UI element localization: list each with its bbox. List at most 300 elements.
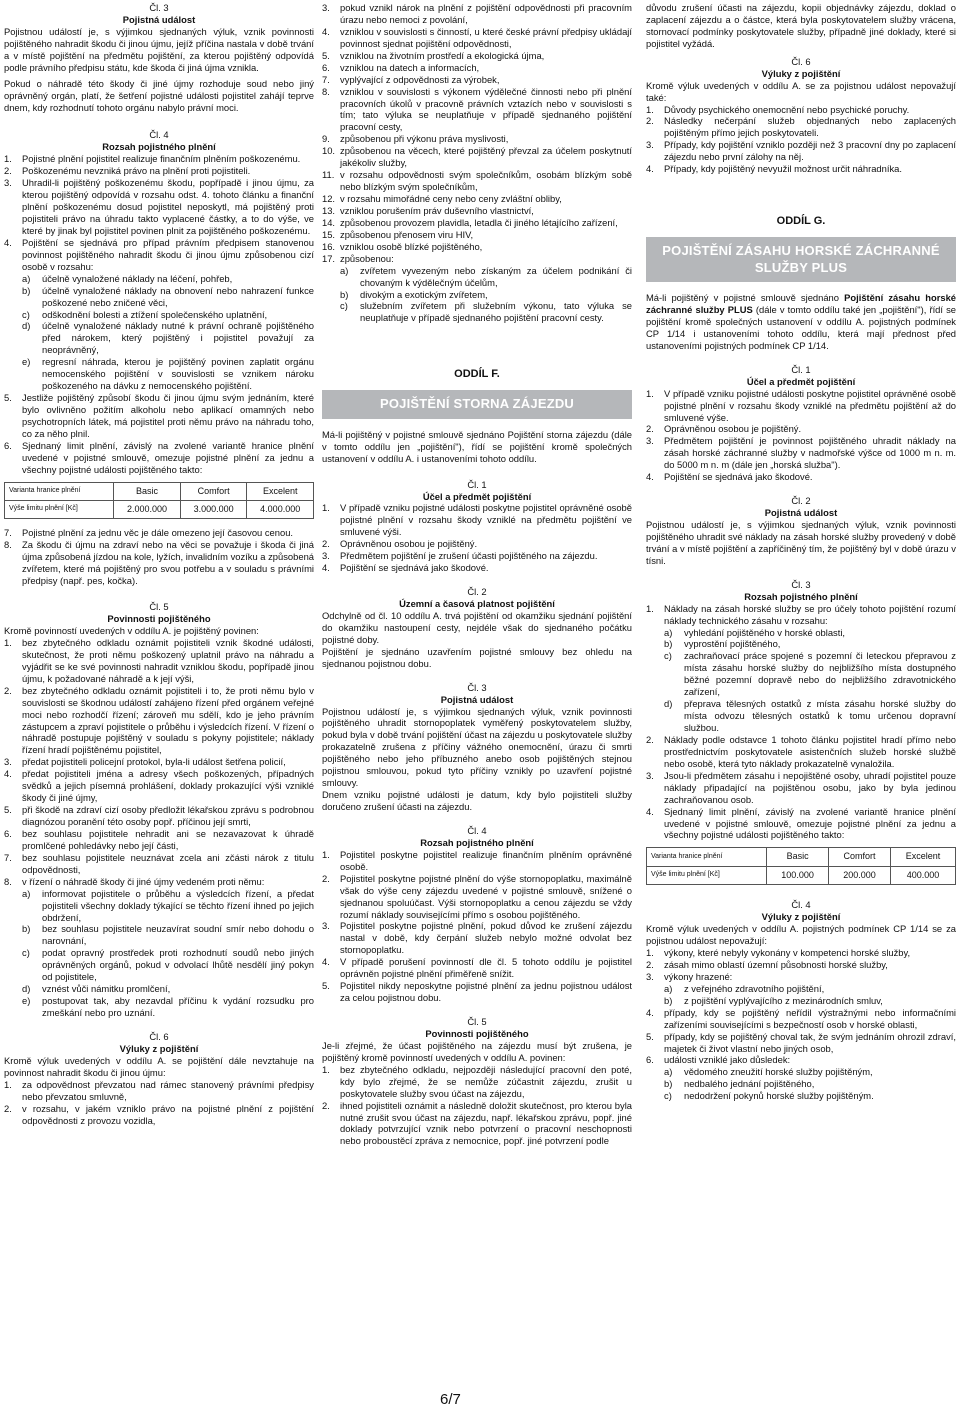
column-2 <box>322 2 632 1147</box>
list-item <box>322 562 632 574</box>
item-text: z veřejného zdravotního pojištění, <box>684 982 825 994</box>
list-item <box>4 756 314 768</box>
list-item <box>4 440 314 476</box>
list-subitem <box>664 983 956 995</box>
list-item <box>646 806 956 842</box>
item-number: 6. <box>646 1054 654 1066</box>
item-number: 6. <box>4 439 12 451</box>
item-number: 3. <box>4 177 12 189</box>
item-number: 2. <box>646 423 654 435</box>
item-text: účelně vynaložené náklady na léčení, pohřeb, <box>42 272 233 284</box>
paragraph: Pojistnou událostí je, s výjimkou sjednaných výluk, vznik povinnosti pojištěného uhradit své náklady na zásah horské služby provedený v době trvání a v místě pojištění a zapříčiněný tím, že pojištěný byl v době úrazu v tísni. <box>646 519 956 566</box>
item-text: Pojistitel poskytne pojistné plnění, pokud důvod ke zrušení zájezdu nastal v době, kdy čerpání služeb nebylo možné odvolat bez stornopoplatku. <box>340 920 632 956</box>
article-title: Výluky z pojištění <box>119 1042 199 1054</box>
article-number: Čl. 2 <box>791 495 811 507</box>
list-subitem <box>340 289 632 301</box>
item-text: přeprava tělesných ostatků z místa zásahu horské služby do místa odvozu tělesných ostatků k tomu určenou dopravní službou. <box>684 698 956 734</box>
item-text: v rozsahu odpovědnosti svým společníkům, osobám blízkým sobě nebo blízkým svým společníkům, <box>340 169 632 193</box>
list-item <box>4 165 314 177</box>
list-item <box>322 217 632 229</box>
article-number: Čl. 6 <box>791 55 811 67</box>
list-item <box>322 169 632 193</box>
numbered-list <box>646 104 956 176</box>
item-number: c) <box>22 947 30 959</box>
item-number: 4. <box>646 1006 654 1018</box>
item-text: bez zbytečného odkladu, nejpozději následující pracovní den poté, kdy bylo zřejmé, že se nemůže zúčastnit zájezdu, zrušit u poskytovatele služby svou účast na zájezdu, <box>340 1063 632 1099</box>
item-number: e) <box>22 995 31 1007</box>
item-number: b) <box>664 1078 673 1090</box>
item-text: Pojištění se sjednává jako škodové. <box>664 471 813 483</box>
list-item <box>646 770 956 806</box>
paragraph: Pojištění je sjednáno uzavřením pojistné smlouvy bez ohledu na sjednanou pojistnou dobu. <box>322 645 632 669</box>
lettered-list <box>4 888 314 1019</box>
article-number: Čl. 3 <box>791 578 811 590</box>
item-number: 4. <box>4 768 12 780</box>
item-number: d) <box>664 698 673 710</box>
paragraph: Kromě povinností uvedených v oddílu A. je pojištěný povinen: <box>4 625 259 637</box>
item-number: 1. <box>4 636 12 648</box>
item-text: nedodržení pokynů horské služby pojištěným. <box>684 1090 874 1102</box>
item-text: informovat pojistitele o průběhu a výsledcích řízení, a předat pojistiteli všechny doklady týkající se těchto řízení ihned po jejich obdržení, <box>42 887 314 923</box>
list-item <box>322 980 632 1004</box>
item-text: za odpovědnost převzatou nad rámec stanovený právními předpisy nebo převzatou smluvně, <box>22 1078 314 1102</box>
item-number: a) <box>664 1066 673 1078</box>
paragraph: Má-li pojištěný v pojistné smlouvě sjednáno Pojištění storna zájezdu (dále v tomto oddílu jen „pojištění"), řídí se pojištění kromě společných ustanovení v oddílu A. i ustanoveními tohoto oddílu. <box>322 428 632 464</box>
item-number: 14. <box>322 216 336 228</box>
item-number: 1. <box>646 387 654 399</box>
numbered-list <box>322 2 632 265</box>
paragraph: důvodu zrušení účasti na zájezdu, kopii objednávky zájezdu, doklad o zaplacení zájezdu a o částce, která byla poskytovatelem služby vrácena, stornovací podmínky poskytovatele služby, případně jiné doklady, které si pojistitel vyžádá. <box>646 2 956 49</box>
list-item <box>4 1103 314 1127</box>
lettered-list <box>646 1066 956 1102</box>
list-item <box>4 768 314 804</box>
item-number: 3. <box>646 435 654 447</box>
item-number: d) <box>22 983 31 995</box>
item-text: Jestliže pojištěný způsobí škodu či jinou újmu svým jednáním, které bylo ovlivněno požitím alkoholu nebo aplikací omamných nebo psychotropních látek, má pojistitel proti němu právo na náhradu toho, co za něho plnil. <box>22 392 314 439</box>
item-number: b) <box>664 638 673 650</box>
list-subitem <box>22 983 314 995</box>
list-item <box>322 538 632 550</box>
item-number: 8. <box>4 539 12 551</box>
item-number: 13. <box>322 204 336 216</box>
list-item <box>646 1007 956 1031</box>
item-number: 4. <box>646 805 654 817</box>
list-subitem <box>664 995 956 1007</box>
item-text: služebním zvířetem při služebním výkonu, tato výluka se neuplatňuje v případě sjednaného pojištění pracovní cesty. <box>360 300 632 324</box>
list-item <box>646 435 956 471</box>
column-1 <box>4 2 314 1126</box>
list-subitem <box>664 638 956 650</box>
paragraph: Pojistnou událostí je, s výjimkou sjednaných výluk, vznik povinnosti pojištěného uhradit stornopoplatek vyměřený poskytovatelem služby, pokud byla v době trvání pojištění účast na zájezdu u poskytovatele služby prokazatelně zrušena z příčiny vážného onemocnění, úrazu či smrti pojištěného nebo jeho příbuzného anebo osob pojištěných stejnou pojistnou smlouvou, pokud tyto příčiny vznikly po uzavření pojistné smlouvy. <box>322 705 632 789</box>
item-text: Za škodu či újmu na zdraví nebo na věci se považuje i škoda či jiná újma způsobená jízdou na kole, lyžích, invalidním vozíku a způsobená zvířetem, které má pojištěný pro svou potřebu a v souladu s právními předpisy (např. pes, kočka). <box>22 539 314 587</box>
item-number: e) <box>22 356 31 368</box>
item-number: 2. <box>646 115 654 127</box>
item-number: a) <box>664 982 673 994</box>
article-title: Výluky z pojištění <box>761 911 841 923</box>
item-number: 7. <box>4 527 12 539</box>
item-number: 5. <box>4 804 12 816</box>
item-text: Poškozenému nevzniká právo na plnění proti pojistiteli. <box>22 165 251 177</box>
item-text: bez souhlasu pojistitele nehradit ani se nezavazovat k úhradě promlčené pohledávky nebo její části, <box>22 827 314 851</box>
item-text: regresní náhrada, kterou je pojištěný povinen zaplatit orgánu nemocenského pojištění v souvislosti se vznikem nároku poškozeného na dávku z nemocenského pojištění. <box>42 356 314 392</box>
item-number: 17. <box>322 252 336 264</box>
list-subitem <box>22 888 314 924</box>
article-number: Čl. 3 <box>467 681 487 693</box>
article-title: Povinnosti pojištěného <box>425 1027 529 1039</box>
item-text: zvířetem vyvezeným nebo získaným za účelem podnikání či chovaným k výdělečným účelům, <box>360 264 632 288</box>
item-number: 10. <box>322 145 336 157</box>
table-header-cell: Excelent <box>247 482 314 500</box>
item-number: 4. <box>4 236 12 248</box>
item-text: předat pojistiteli policejní protokol, byla-li událost šetřena policií, <box>22 756 286 768</box>
item-text: zásah mimo oblastí územní působnosti horské služby, <box>664 958 888 970</box>
item-text: ihned pojistiteli oznámit a následně doložit skutečnost, pro kterou byla nutné zrušit svou účast na zájezdu, např. lékařskou zprávu, popř. jiné doklady potvrzující vznik nebo potvrzení o pracovní neschopnosti nebo proboustěcí zpráva z nemocnice, popř. jiné potvrzení podle <box>340 1099 632 1147</box>
table-cell: 3.000.000 <box>180 501 247 519</box>
item-text: v řízení o náhradě škody či jiné újmy vedeném proti němu: <box>22 875 265 887</box>
item-text: Pojištění se sjednává pro případ právním předpisem stanovenou povinnost pojištěného nahradit škodu či jinou újmu způsobenou cizí osobě v rozsahu: <box>22 236 314 272</box>
list-item <box>4 153 314 165</box>
item-text: bez souhlasu pojistitele neuznávat zcela ani zčásti nárok z titulu odpovědnosti, <box>22 851 314 875</box>
item-text: divokým a exotickým zvířetem, <box>360 288 488 300</box>
list-item <box>322 193 632 205</box>
article-title: Pojistná událost <box>440 693 514 705</box>
article-title: Územní a časová platnost pojištění <box>399 598 555 610</box>
item-text: vzniklou porušením práv duševního vlastnictví, <box>340 204 534 216</box>
item-number: 2. <box>646 733 654 745</box>
table-header-cell: Varianta hranice plnění <box>647 848 767 866</box>
list-subitem <box>664 627 956 639</box>
table-header-cell: Varianta hranice plnění <box>5 482 114 500</box>
item-text: Pojistné plnění pojistitel realizuje finančním plněním poškozenému. <box>22 153 301 165</box>
list-item <box>322 873 632 921</box>
item-number: b) <box>664 994 673 1006</box>
list-item <box>322 145 632 169</box>
list-item <box>4 392 314 440</box>
paragraph: Je-li zřejmé, že účast pojištěného na zájezdu musí být zrušena, je pojištěný kromě povinností uvedených v oddílu A. povinen: <box>322 1039 632 1063</box>
item-number: 1. <box>322 502 330 514</box>
text-span: Pojištění zásahu horské záchranné služby PLUS <box>646 292 957 316</box>
lettered-list <box>4 273 314 392</box>
item-text: Případy, kdy pojištěný nevyužil možnost určit náhradníka. <box>664 163 902 175</box>
item-number: 3. <box>646 769 654 781</box>
section-heading: ODDÍL F. <box>454 368 500 381</box>
text-span: Má-li pojištěný v pojistné smlouvě sjednáno <box>646 292 845 304</box>
numbered-list <box>322 849 632 1004</box>
item-number: 1. <box>646 103 654 115</box>
list-item <box>646 388 956 424</box>
item-number: c) <box>664 650 672 662</box>
item-text: účelně vynaložené náklady na obnovení nebo nahrazení funkce poškozené nebo zničené věci, <box>42 284 314 308</box>
item-number: 5. <box>4 392 12 404</box>
item-text: bez souhlasu pojistitele neuzavírat soudní smír nebo dohodu o narovnání, <box>42 923 314 947</box>
article-number: Čl. 4 <box>791 899 811 911</box>
item-number: 4. <box>646 471 654 483</box>
numbered-list <box>322 502 632 574</box>
item-text: vědomého zneužití horské služby pojištěným, <box>684 1066 873 1078</box>
text-span: (dále v tomto oddílu také jen „pojištění"), řídí se pojištění kromě společných ustanovení v oddílu A. pojistných podmínek CP 1/14 i ustanoveními tohoto oddílu, která mají přednost před ustanoveními pojistných podmínek CP 1/14. <box>646 304 956 351</box>
table-cell: 400.000 <box>891 866 956 884</box>
article-number: Čl. 3 <box>149 2 169 13</box>
item-text: výkony hrazené: <box>664 970 733 982</box>
item-number: a) <box>664 626 673 638</box>
article-number: Čl. 4 <box>149 129 169 141</box>
list-item <box>646 947 956 959</box>
article-title: Rozsah pojistného plnění <box>102 141 216 153</box>
list-subitem <box>22 320 314 356</box>
item-number: 15. <box>322 228 336 240</box>
item-text: Případy, kdy pojištění vzniklo později než 3 pracovní dny po zaplacení zájezdu nebo první zálohy na něj. <box>664 139 956 163</box>
item-text: podat opravný prostředek proti rozhodnutí soudů nebo jiných oprávněných orgánů, pokud v odvolací lhůtě nesdělí jiný pokyn od pojistitele, <box>42 947 314 983</box>
item-text: bez zbytečného odkladu oznámit pojistiteli vznik škodné události, skutečnost, že proti němu poškozený uplatnil právo na náhradu a vyjádřit se ke své povinnosti nahradit vzniklou škodu, popřípadě jinou újmu, k požadované náhradě a k její výši, <box>22 636 314 684</box>
item-text: způsobenou: <box>340 252 394 264</box>
item-text: výkony, které nebyly vykonány v kompetenci horské služby, <box>664 947 911 958</box>
limit-table <box>646 847 956 885</box>
item-number: 3. <box>322 920 330 932</box>
list-item <box>322 849 632 873</box>
numbered-list <box>646 947 956 983</box>
list-item <box>4 1079 314 1103</box>
item-text: Následky nečerpání služeb objednaných nebo zaplacených pojištěným přímo jejich poskytovateli. <box>664 115 956 139</box>
table-header-cell: Basic <box>767 848 829 866</box>
item-text: Pojistitel poskytne pojistné plnění do výše stornopoplatku, maximálně však do výše ceny zájezdu uvedené v pojistné smlouvě, snížené o sjednanou spoluúčast. Výši stornopoplatku a cenou zájezdu se vždy rozumí náklady souvisejícími přímo s osobou pojištěného. <box>340 872 632 920</box>
item-number: 1. <box>322 1063 330 1075</box>
item-number: 3. <box>646 139 654 151</box>
article-number: Čl. 2 <box>467 586 487 598</box>
list-item <box>646 423 956 435</box>
item-text: způsobenou na věcech, které pojištěný převzal za účelem poskytnutí jakékoliv služby, <box>340 145 632 169</box>
item-number: 11. <box>322 169 335 181</box>
item-text: Náklady na zásah horské služby se pro účely tohoto pojištění rozumí náklady technického zásahu v rozsahu: <box>664 602 956 626</box>
numbered-list <box>4 1079 314 1127</box>
item-text: předat pojistiteli jména a adresy všech poškozených, případných svědků a jejich písemná prohlášení, doklady prokazující výši vzniklé škody či jiné újmy, <box>22 768 314 804</box>
item-text: způsobenou při výkonu práva myslivosti, <box>340 133 509 145</box>
article-title: Pojistná událost <box>122 13 196 25</box>
list-item <box>4 177 314 237</box>
item-number: 12. <box>322 193 336 204</box>
list-subitem <box>340 300 632 324</box>
list-item <box>646 734 956 770</box>
list-item <box>4 539 314 587</box>
item-number: 9. <box>322 133 330 145</box>
article-number: Čl. 5 <box>467 1016 487 1028</box>
article-title: Výluky z pojištění <box>761 67 841 79</box>
item-text: Důvody psychického onemocnění nebo psychické poruchy. <box>664 103 910 115</box>
section-banner: POJIŠTĚNÍ STORNA ZÁJEZDU <box>322 390 632 419</box>
list-subitem <box>664 698 956 734</box>
list-item <box>322 229 632 241</box>
item-text: pokud vznikl nárok na plnění z pojištění odpovědnosti při pracovním úrazu nebo nemoci z povolání, <box>340 2 632 25</box>
list-item <box>322 2 632 26</box>
item-text: Jsou-li předmětem zásahu i nepojištěné osoby, uhradí pojistitel pouze náklady připadající na pojištěnou osobu, jako by byla jedinou zachraňovanou osob. <box>664 769 956 805</box>
item-text: Předmětem pojištění je povinnost pojištěného uhradit náklady na zásah horské záchranné služby v nadmořské výšce od 1000 m n. m. do 5000 m n. m (dále jen „horská služba"). <box>664 435 956 471</box>
item-number: b) <box>22 923 31 935</box>
item-number: 3. <box>322 550 330 562</box>
item-number: 5. <box>322 49 330 61</box>
item-text: vznést vůči námitku promlčení, <box>42 983 171 995</box>
list-item <box>646 1031 956 1055</box>
item-text: Pojištění se sjednává jako škodové. <box>340 562 489 574</box>
item-number: 2. <box>322 538 330 550</box>
paragraph: Kromě výluk uvedených v oddílu A. pojistných podmínek CP 1/14 se za pojistnou událost nepovažují: <box>646 923 956 947</box>
item-text: Sjednaný limit plnění, závislý na zvolené variantě hranice plnění uvedené v pojistné smlouvě, omezuje pojistné plnění za jednu a všechny pojistné události pojištěného takto: <box>664 805 956 841</box>
table-header-cell: Comfort <box>829 848 891 866</box>
item-number: 2. <box>322 1099 330 1111</box>
item-text: vyplývající z odpovědnosti za výrobek, <box>340 73 500 85</box>
item-text: Náklady podle odstavce 1 tohoto článku pojistitel hradí přímo nebo prostřednictvím poskytovatele asistenčních služeb horské službě nebo osobě, která tyto náklady prokazatelně vynaložila. <box>664 733 956 769</box>
item-text: případy, kdy se pojištěný choval tak, že svým jednáním ohrozil zdraví, majetek či život vlastní nebo jiných osob, <box>664 1030 956 1054</box>
list-item <box>322 956 632 980</box>
item-text: Oprávněnou osobou je pojištěný. <box>340 538 478 550</box>
list-subitem <box>664 1090 956 1102</box>
list-subitem <box>22 273 314 285</box>
item-number: 4. <box>322 562 330 574</box>
item-text: vyhledání pojištěného v horské oblasti, <box>684 626 846 638</box>
item-text: Pojistné plnění za jednu věc je dále omezeno její časovou cenou. <box>22 527 294 539</box>
item-number: 1. <box>4 153 12 165</box>
list-subitem <box>22 309 314 321</box>
list-item <box>4 685 314 757</box>
item-text: v rozsahu mimořádné ceny nebo ceny zvláštní obliby, <box>340 193 562 204</box>
paragraph: Odchylně od čl. 10 oddílu A. trvá pojištění od okamžiku sjednání pojištění do okamžiku nastoupení cesty, nejdéle však do sjednaného počátku pojistné doby. <box>322 609 632 645</box>
table-cell: 2.000.000 <box>114 501 181 519</box>
article-title: Účel a předmět pojištění <box>422 490 532 502</box>
table-cell: 100.000 <box>767 866 829 884</box>
item-text: nedbalého jednání pojištěného, <box>684 1078 815 1090</box>
list-subitem <box>664 1078 956 1090</box>
item-text: způsobenou přenosem viru HIV, <box>340 228 474 240</box>
paragraph: Pojistnou událostí je, s výjimkou sjednaných výluk, vznik povinnosti pojištěného nahradit škodu či jinou újmu, jejíž příčina nastala v době trvání a v místě pojištění na předmětu pojištění, za kterou pojištěný odpovídá podle právního předpisu státu, kde škoda či jiná újma vznikla. <box>4 25 314 73</box>
item-text: zachraňovací práce spojené s pozemní či leteckou přepravou z místa zásahu horské služby do nejbližšího místa dostupného běžné pozemní dopravě nebo do nejbližšího zdravotnického zařízení, <box>684 650 956 698</box>
lettered-list <box>322 265 632 325</box>
table-header-cell: Excelent <box>891 848 956 866</box>
item-number: d) <box>22 320 31 332</box>
list-item <box>322 253 632 265</box>
list-item <box>322 1064 632 1100</box>
paragraph: Pokud o náhradě této škody či jiné újmy rozhoduje soud nebo jiný oprávněný orgán, platí, že šetření pojistné události pojistitel zahájí teprve dnem, kdy rozhodnutí tohoto orgánu nabylo právní moci. <box>4 77 314 113</box>
list-item <box>4 852 314 876</box>
item-text: bez zbytečného odkladu oznámit pojistiteli i to, že proti němu bylo v souvislosti se škodnou událostí zahájeno řízení před orgánem veřejné moci nebo rozhodčí řízení; zároveň mu sdělí, kdo je jeho právním zástupcem a zpraví pojistitele o průběhu i výsledcích řízení. V řízení o náhradě postupuje pojištěný v souladu s pokyny pojistitele; náklady řízení hradí pojištěnému pojistitel, <box>22 684 314 756</box>
list-item <box>322 920 632 956</box>
list-item <box>4 637 314 685</box>
item-text: vzniklou osobě blízké pojištěného, <box>340 240 483 252</box>
list-item <box>646 163 956 175</box>
item-text: vzniklou na datech a informacích, <box>340 61 480 73</box>
list-subitem <box>22 923 314 947</box>
numbered-list <box>322 1064 632 1148</box>
list-item <box>646 471 956 483</box>
list-subitem <box>22 285 314 309</box>
item-number: 2. <box>4 1102 12 1114</box>
item-text: účelně vynaložené náklady nutné k právní ochraně pojištěného před nárokem, který pojištěný i pojistitel považují za neoprávněný, <box>42 320 314 356</box>
item-number: 8. <box>4 875 12 887</box>
list-item <box>646 115 956 139</box>
paragraph <box>646 292 956 352</box>
item-number: c) <box>340 300 348 312</box>
section-heading: ODDÍL G. <box>776 215 826 228</box>
numbered-list <box>4 527 314 587</box>
paragraph: Kromě výluk uvedených v oddílu A. se pojištění dále nevztahuje na povinnost nahradit škodu či jinou újmu: <box>4 1054 314 1078</box>
list-subitem <box>22 995 314 1019</box>
item-text: V případě vzniku pojistné události poskytne pojistitel oprávněné osobě pojistné plnění v rozsahu škody vzniklé na předmětu pojištění ve smluvené výši. <box>340 502 632 538</box>
lettered-list <box>646 983 956 1007</box>
list-item <box>4 237 314 273</box>
item-text: vyprostění pojištěného, <box>684 638 781 650</box>
list-item <box>4 527 314 539</box>
numbered-list <box>4 637 314 888</box>
article-number: Čl. 5 <box>149 601 169 613</box>
numbered-list <box>4 392 314 476</box>
item-number: 1. <box>322 848 330 860</box>
list-item <box>4 876 314 888</box>
list-item <box>322 26 632 50</box>
item-number: 4. <box>322 25 330 37</box>
item-number: 3. <box>322 2 330 13</box>
numbered-list <box>4 153 314 272</box>
article-number: Čl. 1 <box>791 363 811 375</box>
item-number: b) <box>340 288 349 300</box>
list-item <box>4 828 314 852</box>
lettered-list <box>646 627 956 734</box>
item-number: 3. <box>646 970 654 982</box>
list-item <box>322 62 632 74</box>
paragraph: Dnem vzniku pojistné události je datum, kdy bylo pojistiteli služby doručeno zrušení účasti na zájezdu. <box>322 789 632 813</box>
item-text: události vzniklé jako důsledek: <box>664 1054 791 1066</box>
item-number: 5. <box>322 980 330 992</box>
list-item <box>322 205 632 217</box>
item-text: V případě vzniku pojistné události poskytne pojistitel oprávněné osobě pojistné plnění v rozsahu škody vzniklé na předmětu pojištění až do smluvené výše. <box>664 387 956 423</box>
item-number: c) <box>664 1090 672 1102</box>
list-item <box>322 86 632 134</box>
item-text: vzniklou v souvislosti s činností, u které české právní předpisy ukládají povinnost sjednat pojištění odpovědnosti, <box>340 25 632 49</box>
section-banner: POJIŠTĚNÍ ZÁSAHU HORSKÉ ZÁCHRANNÉ SLUŽBY PLUS <box>646 237 956 282</box>
item-text: V případě porušení povinností dle čl. 5 tohoto oddílu je pojistitel oprávněn pojistné plnění přiměřeně snížit. <box>340 956 632 980</box>
list-item <box>646 1054 956 1066</box>
item-text: způsobenou provozem plavidla, letadla či jiného létajícího zařízení, <box>340 216 618 228</box>
list-item <box>322 502 632 538</box>
item-number: b) <box>22 284 31 296</box>
table-cell: 4.000.000 <box>247 501 314 519</box>
article-number: Čl. 6 <box>149 1030 169 1042</box>
numbered-list <box>646 734 956 841</box>
item-text: vzniklou na životním prostředí a ekologická újma, <box>340 49 545 61</box>
list-subitem <box>22 947 314 983</box>
article-title: Pojistná událost <box>764 507 838 519</box>
list-item <box>646 959 956 971</box>
item-text: postupovat tak, aby nezavdal příčinu k vydání rozsudku pro zmeškání nebo pro uznání. <box>42 995 314 1019</box>
table-cell: 200.000 <box>829 866 891 884</box>
item-text: Oprávněnou osobou je pojištěný. <box>664 423 802 435</box>
item-number: 1. <box>646 602 654 614</box>
item-number: 2. <box>322 872 330 884</box>
item-text: z pojištění vyplývajícího z mezinárodních smluv, <box>684 994 883 1006</box>
item-number: 6. <box>322 61 330 73</box>
list-item <box>646 104 956 116</box>
list-item <box>646 971 956 983</box>
list-item <box>322 74 632 86</box>
list-subitem <box>340 265 632 289</box>
list-item <box>322 241 632 253</box>
article-title: Účel a předmět pojištění <box>746 375 856 387</box>
page-number: 6/7 <box>440 1391 461 1408</box>
article-number: Čl. 4 <box>467 824 487 836</box>
article-number: Čl. 1 <box>467 478 487 490</box>
item-number: 4. <box>646 163 654 175</box>
item-number: 2. <box>4 165 12 177</box>
item-number: 7. <box>322 73 330 85</box>
item-number: a) <box>22 887 31 899</box>
item-text: odškodnění bolesti a ztížení společenského uplatnění, <box>42 308 268 320</box>
item-text: vzniklou v souvislosti s výkonem výdělečné činnosti nebo při plnění pracovních úkolů v pracovně právních vztazích nebo v souvislosti s tím; tato výluka se neuplatňuje v případě sjednaného pojištění pracovní cesty, <box>340 85 632 133</box>
